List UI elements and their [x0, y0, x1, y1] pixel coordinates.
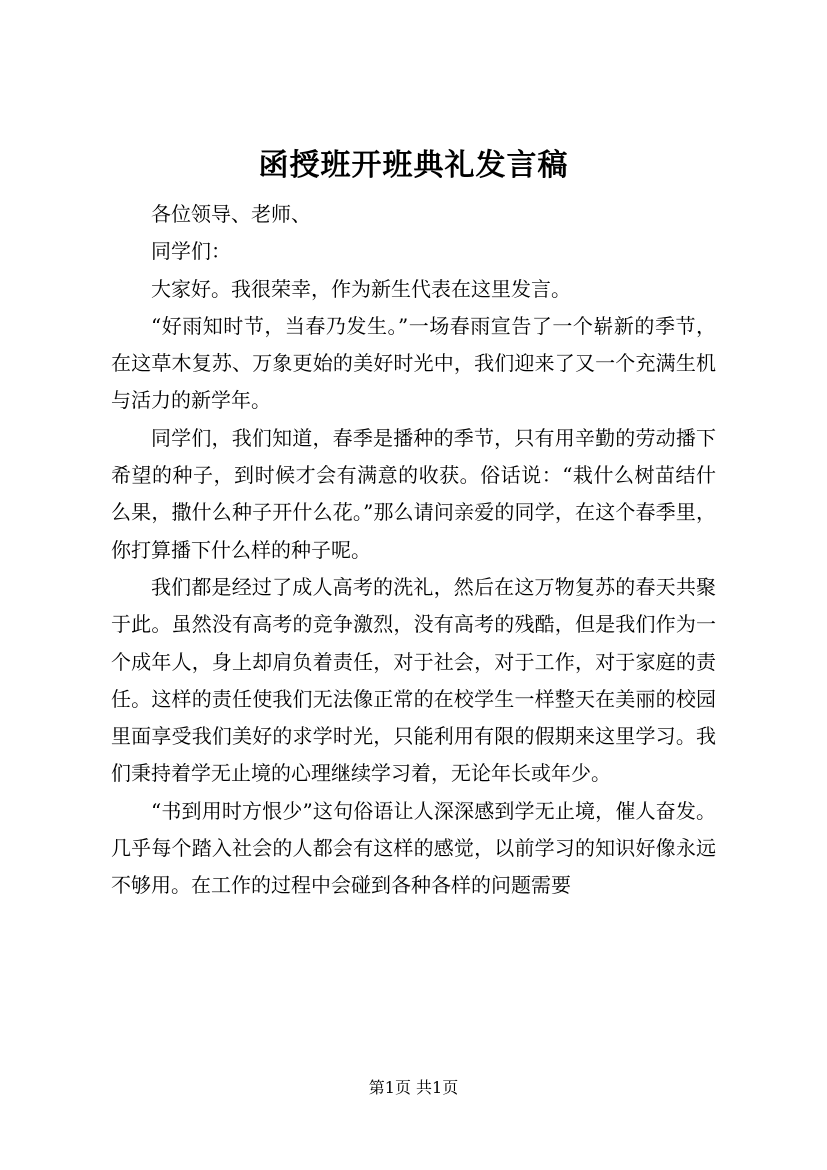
paragraph-3: 同学们，我们知道，春季是播种的季节，只有用辛勤的劳动播下希望的种子，到时候才会有满意的收获。俗话说：“栽什么树苗结什么果，撒什么种子开什么花。”那么请问亲爱的同学，在这个春季里，你打算播下什么样的种子呢。 [111, 425, 716, 562]
paragraph-5: “书到用时方恨少”这句俗语让人深深感到学无止境，催人奋发。几乎每个踏入社会的人都会有这样的感觉，以前学习的知识好像永远不够用。在工作的过程中会碰到各种各样的问题需要 [111, 798, 716, 898]
paragraph-2: “好雨知时节，当春乃发生。”一场春雨宣告了一个崭新的季节，在这草木复苏、万象更始的美好时光中，我们迎来了又一个充满生机与活力的新学年。 [111, 313, 716, 413]
paragraph-4: 我们都是经过了成人高考的洗礼，然后在这万物复苏的春天共聚于此。虽然没有高考的竞争激烈，没有高考的残酷，但是我们作为一个成年人，身上却肩负着责任，对于社会，对于工作，对于家庭的责任。这样的责任使我们无法像正常的在校学生一样整天在美丽的校园里面享受我们美好的求学时光，只能利用有限的假期来这里学习。我们秉持着学无止境的心理继续学习着，无论年长或年少。 [111, 574, 716, 786]
document-title: 函授班开班典礼发言稿 [258, 148, 569, 183]
document-body [111, 196, 716, 905]
salutation-line-2: 同学们： [151, 239, 231, 264]
salutation-line-1: 各位领导、老师、 [151, 202, 311, 226]
page-footer: 第1页 共1页 [368, 1078, 459, 1097]
paragraph-1: 大家好。我很荣幸，作为新生代表在这里发言。 [151, 276, 571, 301]
